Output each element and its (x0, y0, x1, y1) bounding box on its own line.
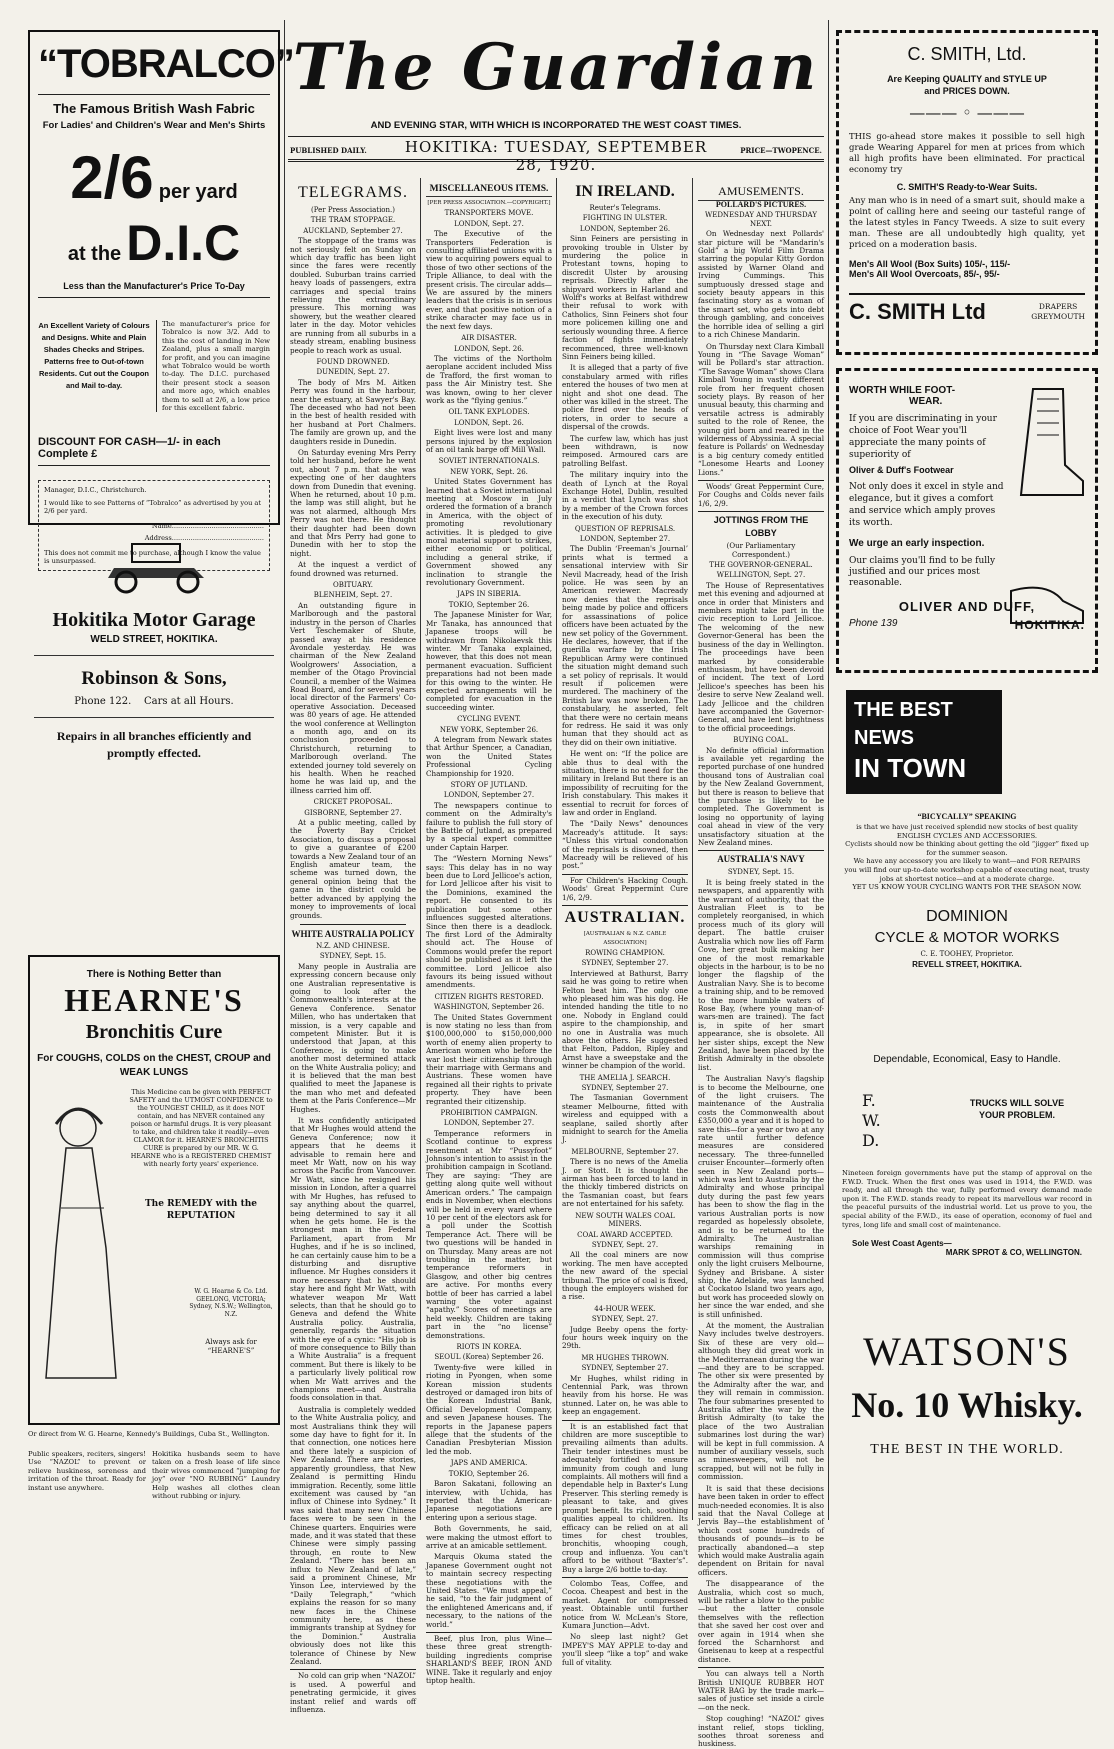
misc-item-heading: PROHIBITION CAMPAIGN. (440, 1109, 538, 1118)
nazol-col4-ad: Stop coughing! “NAZOL” gives instant relief, stops tickling, soothes throat soreness and huskiness. (698, 1714, 824, 1749)
misc-item-paragraph: The Japanese Minister for War, Mr Tanaka, has announced that Japanese troops will be withdrawn from Nikolaevsk this winter. Mr Tanaka explained, however, that this does not mean permanent evacuation. Sufficient preparations had not been made for this owing to the winter. He expected arrangements will be completed for evacuation in the succeeding winter. (426, 610, 552, 712)
tobralco-price: 2/6 (70, 144, 154, 211)
masthead-title: The Guardian (292, 30, 820, 105)
jottings-byline: (Our Parliamentary Correspondent.) (726, 542, 796, 559)
oliver-phone: Phone 139 (849, 618, 898, 629)
melbourne-paragraph: There is no news of the Amelia J. or Stott. It is thought the airman has been forced to land in the thickly timbered districts on the Tasmanian coast, but fears are not entertained for his safety. (562, 1157, 688, 1209)
obituary-paragraph: An outstanding figure in Marlborough and the pastoral industry in the person of Charles Vert Teschemaker of Shute, passed away at his residence Avondale yesterday. He was chairman of the New Zealand Woolgrowers' Association, a member of the Otago Provincial Council, a member of the Waimea Road Board, and for several years local director of the Farmers' Co-operative Association. Deceased was 80 years of age. He attended the wool conference at Wellington a month ago, and on its conclusion proceeded to Christchurch, returning to Marlborough overland. The extended journey told severely on his health. When he reached home he was laid up, and the illness carried him off. (290, 600, 416, 795)
navy-paragraph: It is being freely stated in the newspapers, and apparently with the warrant of authority, that the Australian Fleet is to be completely reorganised, in which process much of its glory will depart. The battle cruiser Australia which now lies off Farm Cove, her great bulk making her one of the most remarkable objects in the harbour, is to be no longer the flagship of the Australian Navy. She is to become a training ship, and to be removed to the more humble waters of Rose Bay, (where young man-of-wars-men are trained). The fact is, in spite of her smart appearance, she is obsolete. All her sister ships, except the New Zealand, have been placed by the British Admiralty in the obsolete list. (698, 877, 824, 1072)
pollards-when: WEDNESDAY AND THURSDAY NEXT. (705, 211, 817, 228)
fwd-trucks-ad (836, 1050, 1098, 1320)
misc-item-paragraph: United States Government has learned that a Soviet international meeting at Moscow in July ordered the formation of a branch in America, with the object of promoting revolutionary activities. It is pledged to give moral material support to strikes, either economic or political, including a general strike, if Government showed any inclination to strangle the revolutionary Government. (426, 477, 552, 588)
reprisals-paragraph: The Dublin ‘Freeman's Journal’ prints what is termed a sensational interview with Sir Nevil Macready, head of the Irish police. He was seen by an American reviewer. Macready now denies that the reprisals being made by police and officers for assassinations of police officers have been actuated by the new set policy of the Government. He declares, however, that if the guerilla warfare by the Irish Republican Army were continued the situation might demand such a set policy of reprisals. It would result if policemen were murdered. The machinery of the British law was now broken. The constabulary, he asserted, felt that there were no certain means for redress. He said it was only human that they should act as they did on their own initiative. (562, 544, 688, 747)
misc-item-heading: JAPS IN SIBERIA. (457, 590, 521, 599)
misc-item-heading: SOVIET INTERNATIONALS. (438, 457, 540, 466)
hearne-body: This Medicine can be given with PERFECT SAFETY and the UTMOST CONFIDENCE to the YOUNGEST CHILD, as it does NOT contain, and has NEVER contained any poison or harmful drugs. It is very pleasant to take, and children take it readily—even CLAMOR for it. HEARNE'S BRONCHITIS CURE is prepared by our MR. W. G. HEARNE who is a REGISTERED CHEMIST with nearly forty years' experience. (129, 1088, 273, 1168)
tobralco-less: Less than the Manufacturer's Price To-Day (38, 281, 270, 298)
baxters-ad: It is an established fact that children are more susceptible to prevailing ailments than adults. Their tender intestines must be adequately fortified to ensure immunity from cough and lung complaints. All mothers will find a dependable help in Baxter's Lung Preserver. This sterling remedy is pleasant to take, and gives prompt benefit. Its rich, soothing qualities appeal to children. Its efficacy can be relied on at all times for chest troubles, bronchitis, whooping cough, croup and influenza. You can't afford to be without “Baxter's”. Buy a large 2/6 bottle to-day. (562, 1421, 688, 1574)
misc-item-dateline: LONDON, September 27. (443, 791, 535, 800)
tobralco-discount: DISCOUNT FOR CASH—1/- in each Complete £ (38, 436, 270, 466)
melbourne-dateline: MELBOURNE, September 27. (571, 1147, 679, 1156)
tobralco-per-yard: per yard (158, 181, 238, 203)
smith-logo: C. SMITH Ltd (849, 299, 986, 324)
coupon-note: This does not commit me to purchase, although I know the value is unsurpassed. (44, 548, 261, 565)
motor-garage-ad (28, 530, 280, 930)
misc-item-dateline: TOKIO, September 26. (448, 600, 530, 609)
buying-coal-paragraph: No definite official information is available yet regarding the reported purchase of one hundred thousand tons of Australian coal by the New Zealand Government, but there is reason to believe that the purchase is likely to be completed. The Government is losing no opportunity of laying coal ahead in view of the very unsatisfactory situation at the New Zealand mines. (698, 745, 824, 848)
nazol-left-ad: Public speakers, reciters, singers! Use “NAZOL” to prevent or relieve huskiness, soreness and irritation of the throat. Ready for instant use anywhere. (28, 1450, 146, 1492)
misc-item-dateline: TOKIO, September 26. (448, 1469, 530, 1478)
watson-line-2: No. 10 Whisky. (851, 1385, 1083, 1425)
jottings-heading: JOTTINGS FROM THE LOBBY (713, 515, 809, 539)
navy-heading: AUSTRALIA'S NAVY (717, 854, 805, 865)
misc-item-paragraph: Twenty-five were killed in rioting in Pyongen, when some Korean mission students destroyed or damaged iron bits of the Korean Industrial Bank, Official Development Company, and seven Japanese houses. The reports in the Japanese papers allege that the students of the Canadian Presbyterian Mission led the mob. (426, 1362, 552, 1456)
smith-prices-2: Men's All Wool Overcoats, 85/-, 95/- (849, 269, 1000, 279)
impeys-ad: No sleep last night? Get IMPEY'S MAY APPLE to-day and you'll sleep “like a top” and wake full of vitality. (562, 1632, 688, 1667)
colombo-ad: Colombo Teas, Coffee, and Cocoa. Cheapest and best in the market. Agent for compressed yeast. Obtainable until further notice from W. McLean's Store, Kumara Junction—Advt. (562, 1578, 688, 1630)
drowned-heading: FOUND DROWNED. (316, 357, 390, 366)
ulster-paragraph: The curfew law, which has just been withdrawn, is now reimposed. Armoured cars are patrolling Belfast. (562, 433, 688, 468)
australian-heading: AUSTRALIAN. (564, 909, 686, 927)
watson-line-3: THE BEST IN THE WORLD. (870, 1442, 1064, 1457)
misc-item-paragraph: The “Western Morning News” says: This delay has in no way been due to Lord Jellicoe's action, for Lord Jellicoe after his visit to the Dominions, examined the report. He consented to its publication but some other influences suggested alterations. Since then there is a deadlock. The first Lord of the Admiralty should act. The House of Commons would prefer the report should be published as it left the committee. Lord Jellicoe also favours its being issued without amendments. (426, 854, 552, 990)
misc-item-paragraph: Baron Sakatani, following an interview, with Uchida, has reported that the American-Japanese negotiations are entering upon a serious stage. (426, 1479, 552, 1522)
oliver-urge: We urge an early inspection. (849, 538, 985, 549)
hour-week-paragraph: Judge Beeby opens the forty-four hours week inquiry on the 29th. (562, 1324, 688, 1351)
misc-item-paragraph: Marquis Okuma stated the Japanese Government ought not to maintain secrecy respecting these negotiations with the United States. “We must appeal,” he said, “to the fair judgment of the enlightened Americans and, if necessary, to the nations of the world.” (426, 1552, 552, 1629)
coupon-address-label: Address (144, 534, 172, 543)
reprisals-paragraph: The “Daily News” denounces Macready's attitude. It says: “Unless this virtual condonation of the reprisals is disowned, then Macready will be relieved of his post.” (562, 819, 688, 871)
misc-item-paragraph: The United States Government is now stating no less than from $100,000,000 to $150,000,000 worth of enemy alien property to American women who before the war lost their citizenship through their marriage with Germans and Austrians. These women have regained all their rights to private property. They have been regranted their citizenship. (426, 1012, 552, 1106)
cricket-dateline: GISBORNE, September 27. (304, 808, 402, 817)
peppermint-cure-ad-2: Woods' Great Peppermint Cure, For Coughs and Colds never fails 1/6, 2/9. (698, 482, 824, 508)
misc-item-heading: JAPS AND AMERICA. (450, 1459, 528, 1468)
hughes-heading: MR HUGHES THROWN. (581, 1353, 669, 1362)
cycle-speaking: “BICYCALLY” SPEAKING (917, 812, 1017, 821)
reprisals-heading: QUESTION OF REPRISALS. (574, 524, 676, 533)
garage-street: WELD STREET, HOKITIKA. (90, 634, 218, 645)
white-australia-paragraph: It was confidently anticipated that Mr Hughes would attend the Geneva Conference; now it appears that he deems it advisable to remain here and meet Mr Watt, now on his way across the Pacific from Vancouver. Mr Watt, since he resigned his mission in London, after a quarrel with Mr Hughes, has refused to say anything about the quarrel, being determined to say it all when he gets home. He is the strongest man in the Federal Parliament, apart from Mr Hughes, and if he is so inclined, he can certainly cause him to be a disturbing and disruptive influence. Mr Hughes considers it more necessary that he should stay here and fight Mr Watt, with whatever weapon Mr Watt selects, than that he should go to Geneva and defend the White Australia policy. Australia, generally, regards the situation with the eye of a cynic: “His job is of more consequence to Billy than a White Australia” is a frequent comment. But there is likely to be a particularly lively political row when Mr Watt arrives and the champions meet—and Australia foods consolation in that. (290, 1116, 416, 1403)
hearne-brand: HEARNE'S (64, 982, 244, 1018)
banner-line-1: THE BEST NEWS (854, 699, 953, 749)
misc-item-heading: CYCLING EVENT. (457, 715, 521, 724)
c-smith-ad: C. SMITH, Ltd. Are Keeping QUALITY and STYLE UP and PRICES DOWN. ——— ◦ ——— THIS go-ahead store makes it possible to sell high grade Wearing Apparel for men at prices from which all high profits have been eliminated. For practical economy try C. SMITH'S Ready-to-Wear Suits. Any man who is in need of a smart suit, should make a point of calling here and seeing our tasteful range of the latest styles in Fancy Tweeds. A size to suit every man. These are all undoubtedly high quality, yet priced on a moderation basis. Men's All Wool (Box Suits) 105/-, 115/- Men's All Wool Overcoats, 85/-, 95/- C. SMITH Ltd DRAPERS GREYMOUTH (836, 30, 1098, 355)
australian-byline: [AUSTRALIAN & N.Z. CABLE ASSOCIATION] (583, 931, 667, 946)
drowned-dateline: DUNEDIN, Sept. 27. (316, 368, 390, 377)
navy-dateline: SYDNEY, Sept. 15. (727, 868, 795, 877)
misc-item-paragraph: The victims of the Northolm aeroplane accident included Miss de Trafford, the first woman to pass the Air Ministry test. She was known, owing to her clever work as the “flying genius.” (426, 353, 552, 405)
tobralco-headline-2: For Ladies' and Children's Wear and Men's Shirts (42, 120, 266, 131)
banner-line-2: IN TOWN (854, 753, 967, 783)
garage-name: Hokitika Motor Garage (52, 609, 256, 631)
dateline: HOKITIKA: TUESDAY, SEPTEMBER 28, 1920. (404, 138, 708, 174)
cycle-line-3: We have any accessory you are likely to want—and FOR REPAIRS (853, 857, 1081, 866)
misc-item-paragraph: Both Governments, he said, were making the utmost effort to arrive at an amicable settlement. (426, 1524, 552, 1550)
navy-paragraph: It is said that these decisions have been taken in order to effect much-needed economies. It is also said that the Naval College at Jervis Bay—the establishment of which cost some hundreds of thousands of pounds—is to be practically abandoned—a step which would make Australia again dependent on Britain for naval officers. (698, 1483, 824, 1577)
cycle-line-4: you will find our up-to-date workshop capable of executing neat, trusty jobs at shortest notice—and at a moderate charge. (844, 865, 1090, 883)
oliver-body-3: Our claims you'll find to be fully justified and our prices most reasonable. (849, 556, 996, 588)
white-australia-paragraph: Australia is completely wedded to the White Australia policy, and most Australians think they will some day have to fight for it. In that connection, one notices here and there lately a suspicion of New Zealand. There are stories, apparently groundless, that New Zealand is permitting Hindu immigration. Recently, some little excitement was caused by “an influx of Chinese into Sydney.” It was said that many new Chinese faces were to be seen in the Chinese quarters. Enquiries were made, and it was stated that these Chinese were simply passing through, en route to New Zealand. “There has been an influx to New Zealand of late,” said a prominent Chinese, Mr Yinson Lee, interviewed by the “Daily Telegraph,” “which explains the reason for so many new faces in the Chinese community here, as these immigrants tranship at Sydney for the Dominion.” Australia obviously does not like this tolerance of Chinese by New Zealand. (290, 1404, 416, 1667)
oliver-body-2: Not only does it excel in style and elegance, but it gives a comfort and service which amply proves its worth. (849, 482, 1004, 528)
smith-drapers: DRAPERS (1038, 302, 1078, 311)
rowing-dateline: SYDNEY, September 27. (581, 959, 669, 968)
misc-item-heading: RIOTS IN KOREA. (456, 1343, 522, 1351)
hughes-paragraph: Mr Hughes, whilst riding in Centennial Park, was thrown heavily from his horse. He was stunned. Later on, he was able to keep an engagement. (562, 1373, 688, 1417)
tobralco-description: The manufacturer's price for Tobralco is now 3/2. Add to this the cost of landing in New Zealand, plus a small margin for profit, and you can imagine what Tobralco would be worth to-day. The D.I.C. purchased their present stock a season and more ago, which enables them to sell at 2/6, a low price for this excellent fabric. (156, 320, 270, 412)
misc-item-dateline: LONDON, Sept. 26. (454, 418, 524, 427)
hearne-intro: There is Nothing Better than (86, 969, 222, 980)
coal-award-sub: COAL AWARD ACCEPTED. (577, 1230, 673, 1239)
white-australia-heading: WHITE AUSTRALIA POLICY (291, 928, 415, 939)
rowing-heading: ROWING CHAMPION. (585, 948, 665, 957)
obituary-dateline: BLENHEIM, Sept. 27. (313, 591, 393, 600)
pollards-paragraph: On Thursday next Clara Kimball Young in “The Savage Woman” will be Pollard's star attraction. “The Savage Woman” shows Clara Kimball Young in vastly different role from her frequent chosen society plays. By reason of her unusual beauty, this charming and versatile actress is admirably suited to the role of Renee, the young girl born and reared in the wilderness of Abyssinia. A special feature is Pollards' on Wednesday is a big century comedy entitled “Lonesome Hearts and Looney Lions.” (698, 341, 824, 477)
fwd-tagline: Dependable, Economical, Easy to Handle. (873, 1054, 1061, 1065)
cycle-line-5: YET US KNOW YOUR CYCLING WANTS FOR THE SEASON NOW. (852, 883, 1082, 892)
misc-heading: MISCELLANEOUS ITEMS. (426, 182, 552, 197)
oliver-body: If you are discriminating in your choice of Foot Wear you'll appreciate the many points of superiority of (849, 414, 997, 460)
misc-item-heading: AIR DISASTER. (461, 334, 517, 343)
hour-week-dateline: SYDNEY, Sept. 27. (591, 1315, 659, 1324)
ulster-dateline: LONDON, September 26. (579, 224, 671, 233)
ireland-byline: Reuter's Telegrams. (589, 204, 661, 212)
amusements-heading: AMUSEMENTS. (698, 182, 824, 201)
misc-item-paragraph: Eight lives were lost and many persons injured by the explosion of an oil tank barge off Mill Wall. (426, 428, 552, 454)
misc-item-dateline: NEW YORK, September 26. (439, 725, 539, 734)
buying-coal-heading: BUYING COAL. (733, 736, 789, 745)
tram-dateline: AUCKLAND, September 27. (303, 226, 403, 235)
smith-tag-1: Are Keeping QUALITY and STYLE UP (887, 74, 1047, 84)
governor-heading: THE GOVERNOR-GENERAL. (709, 561, 813, 570)
reprisals-dateline: LONDON, September 27. (579, 535, 671, 544)
garage-repairs: Repairs in all branches efficiently and promptly effected. (56, 729, 252, 760)
smith-body: THIS go-ahead store makes it possible to sell high grade Wearing Apparel for men at prices from which all high profits have been eliminated. For practical economy try (849, 132, 1085, 175)
misc-item-paragraph: The Executive of the Transporters Federation is consulting affiliated unions with a view to acquiring powers equal to those of two other sections of the Triple Alliance, to deal with the present crisis. The circular adds—We are assured by the miners leaders that the crisis is in serious ever, and that positive notion of a strike character may face us in the next few days. (426, 229, 552, 331)
drowned-paragraph: The body of Mrs M. Aitken Perry was found in the harbour, near the estuary, at Sawyer's Bay. The deceased who had not been in the best of health resided with her husband at Port Chalmers. The family are grown up, and the daughters reside in Dunedin. (290, 377, 416, 446)
oliver-town: HOKITIKA. (1014, 618, 1085, 632)
hughes-dateline: SYDNEY, September 27. (581, 1364, 669, 1373)
hot-water-bag-ad: You can always tell a North British UNIQUE RUBBER HOT WATER BAG by the trade mark—sales of justice set inside a circle—on the neck. (698, 1669, 824, 1712)
tram-paragraph: The stoppage of the trams was not seriously felt on Sunday on which day traffic has been light since the fares were recently doubled. Suburban trains carried heavy loads of passengers, extra carriages and special trains relieving the extraordinary pressure. This morning was showery, but the weather cleared later in the day. Motor vehicles are running from all suburbs in a steady stream, enabling business people to reach work as usual. (290, 236, 416, 355)
best-news-banner (846, 690, 1002, 794)
misc-item-dateline: WASHINGTON, September 26. (433, 1003, 545, 1012)
smith-town: GREYMOUTH (1031, 312, 1085, 321)
coupon-request: I would like to see Patterns of “Tobralco” as advertised by you at 2/6 per yard. (44, 498, 261, 516)
garage-owners: Robinson & Sons, (81, 668, 227, 689)
watsons-whisky-ad (836, 1320, 1098, 1510)
tobralco-at: at the (67, 243, 122, 265)
tram-heading: THE TRAM STOPPAGE. (310, 216, 396, 225)
coal-miners-heading: NEW SOUTH WALES COAL MINERS. (575, 1211, 675, 1229)
obituary-heading: OBITUARY. (332, 581, 374, 590)
cycle-line-1: is that we have just received splendid new stocks of best quality ENGLISH CYCLES AND ACCESSORIES. (856, 823, 1078, 840)
amelia-paragraph: The Tasmanian Government steamer Melbourne, fitted with wireless and equipped with a seaplane, sailed shortly after midnight to search for the Amelia J. (562, 1093, 688, 1145)
shoe-illustration (1007, 571, 1087, 631)
column-telegrams (290, 182, 416, 1715)
coupon-name-label: Name (151, 521, 172, 530)
amelia-dateline: SYDNEY, September 27. (581, 1084, 669, 1092)
smith-ready-to-wear: C. SMITH'S Ready-to-Wear Suits. (896, 182, 1038, 192)
white-australia-sub: N.Z. AND CHINESE. (316, 941, 390, 950)
governor-dateline: WELLINGTON, Sept. 27. (716, 571, 806, 580)
drowned-paragraph: At the inquest a verdict of found drowned was returned. (290, 560, 416, 578)
misc-item-dateline: LONDON, Sept. 27. (454, 219, 524, 228)
fwd-letter-d: D. (862, 1131, 880, 1150)
misc-item-heading: CITIZEN RIGHTS RESTORED. (434, 992, 544, 1001)
coupon-addressee: Manager, D.I.C., Christchurch. (44, 486, 147, 495)
telegrams-heading: TELEGRAMS. (298, 184, 408, 201)
cycle-name-2: CYCLE & MOTOR WORKS (874, 928, 1060, 946)
navy-paragraph: At the moment, the Australian Navy includes twelve destroyers. Six of these are very old—although they did great work in the Mediterranean during the war—and they are to be scrapped. The other six were presented by the Admiralty after the war, and they will remain in commission. The four submarines presented to Australia after the war by the British Admiralty (to take the place of the two Australian submarines lost during the war) will be kept in full commission. A number of auxiliary vessels, such as minesweepers, will not be scrapped, but will not be fully in commission. (698, 1320, 824, 1482)
misc-item-paragraph: A telegram from Newark states that Arthur Spencer, a Canadian, won the United States Professional Cycling Championship for 1920. (426, 734, 552, 778)
cricket-paragraph: At a public meeting, called by the Poverty Bay Cricket Association, to discuss a proposal to give a guarantee of £200 towards a New Zealand tour of an English amateur team, the scheme was turned down, the general opinion being that the game in the district could be better advanced by applying the money to improvements of local grounds. (290, 818, 416, 920)
smith-tag-2: and PRICES DOWN. (924, 86, 1010, 96)
ulster-heading: FIGHTING IN ULSTER. (582, 214, 668, 223)
navy-paragraph: The Australian Navy's flagship is to become the Melbourne, one of the light cruisers. The maintenance of the Australia costs the Commonwealth about £350,000 a year and it is hoped to save this—for a year or two at any rate until further defence measures are considered necessary. The three-funnelled cruiser Encounter—formerly often seen in New Zealand ports—which was lent to Australia by the Admiralty and whose principal duty during the past few years has been to show the flag in the various Australian ports is now regarded as hopelessly obsolete, and is to be returned to the Admiralty. The Australian warships remaining in commission will thus comprise only the light cruisers Melbourne, Sydney and Brisbane. A sister ship, the Adelaide, was launched at Cockatoo Island two years ago, but work has proceeded slowly on her since the war ended, and she is still unfinished. (698, 1074, 824, 1319)
column-miscellaneous (426, 182, 552, 1686)
watson-line-1: WATSON'S (863, 1329, 1071, 1374)
tobralco-coupon: Manager, D.I.C., Christchurch. I would like to see Patterns of “Tobralco” as advertised by you at 2/6 per yard. Name............................................ Address............................................ This does not commit me to purchase, although I know the value is unsurpassed. (38, 480, 270, 571)
tobralco-headline-1: The Famous British Wash Fabric (53, 101, 255, 116)
drowned-paragraph: On Saturday evening Mrs Perry told her husband, before he went out, about 7 p.m. that she was expecting one of her daughters down from Dunedin that evening. When he returned, about 10 p.m. the lamp was still alight, but he was not alarmed, although Mrs Perry was not there. He thought their daughter had been down and that Mrs Perry had gone to Dunedin with her to stop the night. (290, 447, 416, 558)
telegrams-byline: (Per Press Association.) (311, 206, 395, 214)
fwd-agent-name: MARK SPROT & CO, WELLINGTON. (945, 1248, 1082, 1258)
oliver-head-1: WORTH WHILE FOOT- (849, 385, 956, 396)
hearne-address: W. G. Hearne & Co. Ltd. GEELONG, VICTORIA; Sydney, N.S.W.; Wellington, N.Z. (189, 1288, 273, 1318)
pollards-heading: POLLARD'S PICTURES. (715, 200, 807, 209)
amelia-heading: THE AMELIA J. SEARCH. (579, 1073, 671, 1082)
fwd-agents: Sole West Coast Agents— (852, 1239, 952, 1249)
woman-illustration (36, 1088, 126, 1388)
oliver-brand: Oliver & Duff's Footwear (849, 465, 954, 475)
tobralco-ad (28, 30, 294, 565)
smith-name: C. SMITH, Ltd. (907, 44, 1027, 64)
hearnes-ad (28, 955, 280, 1425)
masthead-subtitle: AND EVENING STAR, WITH WHICH IS INCORPORATED THE WEST COAST TIMES. (288, 120, 824, 137)
misc-item-paragraph: Temperance reformers in Scotland continue to express resentment at Mr “Pussyfoot” Johnson's intention to assist in the prohibition campaign in Scotland. They are saying: “They are getting along quite well without American orders.” The campaign ends in November, when elections will be held in every ward where 10 per cent of the electors ask for a poll under the Scottish Temperance Act. There will be two questions will be handed in on Thursday. Many areas are not troubling in the matter, but temperance reformers in Glasgow, and other big centres are active. For months every bottle of beer has carried a label warning the voter against “apathy.” Scores of meetings are held weekly. Children are taking part in the “no license” demonstrations. (426, 1128, 552, 1340)
published-label: PUBLISHED DAILY. (290, 146, 367, 155)
oliver-duff-ad (836, 368, 1098, 673)
dominion-cycle-ad (836, 686, 1098, 1026)
fwd-trucks: TRUCKS WILL SOLVE YOUR PROBLEM. (969, 1098, 1065, 1120)
fwd-letter-f: F. (862, 1091, 876, 1110)
tobralco-brand: “TOBRALCO” (38, 42, 294, 86)
masthead (288, 18, 824, 178)
cycle-street: REVELL STREET, HOKITIKA. (912, 959, 1022, 969)
pollards-paragraph: On Wednesday next Pollards' star picture will be “Mandarin's Gold” a big World Film Drama starring the popular Kitty Gordon assisted by Warner Oland and Irving Cummings. This sumptuously dressed stage and society beauty appears in this fascinating story as a woman of the smart set, who gets into debt through gambling, and conceives the horrible idea of selling a girl to a rich Chinese Mandarin. (698, 229, 824, 340)
governor-paragraph: The House of Representatives met this evening and adjourned at once in order that Ministers and members might take part in the civic reception to Lord Jellicoe. The welcoming of the new Governor-General has been the business of the day in Wellington. The proceedings have been marked by considerable enthusiasm, but have been devoid of incident. The text of Lord Jellicoe's speeches has been his desire to serve New Zealand well. Lady Jellicoe and the children have accompanied the Governor-General, and have lent brightness to the official proceedings. (698, 580, 824, 733)
oliver-name: OLIVER AND DUFF, (898, 599, 1036, 614)
white-australia-paragraph: Many people in Australia are expressing concern because only one Australian representative is going to look after the Commonwealth's interests at the Geneva Conference. Senator Millen, who has undertaken that mission, is a very capable and competent Minister. But it is understood that Japan, at this Conference, is going to make another most determined attack on the White Australia policy; and it is believed that the man best qualified to meet the Japanese is the man who met and defeated them at the Paris Conference—Mr Hughes. (290, 961, 416, 1114)
misc-item-heading: STORY OF JUTLAND. (450, 781, 528, 789)
misc-item-heading: TRANSPORTERS MOVE. (444, 209, 534, 218)
reprisals-paragraph: He went on: “If the police are able thus to deal with the situation, there is no need for the military in Ireland But there is an impossibility of recruiting for the Irish constabulary. This makes it essential to recruit for forces of law and order in England. (562, 749, 688, 818)
misc-item-paragraph: The newspapers continue to comment on the Admiralty's failure to publish the full story of the Battle of Jutland, as prepared by a special expert committee under Captain Harper. (426, 800, 552, 852)
cricket-heading: CRICKET PROPOSAL. (313, 798, 393, 807)
boot-illustration (1013, 385, 1085, 505)
column-amusements (698, 182, 824, 1749)
hearne-product: Bronchitis Cure (85, 1021, 223, 1043)
misc-item-dateline: LONDON, Sept. 26. (454, 344, 524, 353)
smith-body-2: Any man who is in need of a smart suit, should make a point of calling here and seeing our tasteful range of the latest styles in Fancy Tweeds. A size to suit every man. These are all undoubtedly high quality, yet priced on a moderation basis. (849, 196, 1085, 250)
misc-item-dateline: SEOUL (Korea) September 26. (434, 1353, 544, 1362)
fwd-body: Nineteen foreign governments have put the stamp of approval on the F.W.D. Truck. When the first ones was used in 1914, the F.W.D. was ready, and all through the war, fully performed every demand made upon it. The F.W.D. stands ready to repeat its marvellous war record in the peaceful pursuits of the industrial world. Let us prove to you, the special ability of the F.W.D., its ease of operation, economy of fuel and tyres, long life and small cost of maintenance. (842, 1169, 1092, 1229)
misc-byline: [PER PRESS ASSOCIATION.—COPYRIGHT.] (427, 200, 551, 206)
norubbing-ad: Hokitika husbands seem to have taken on a fresh lease of life since their wives commenced “jumping for joy” over “NO RUBBING” Laundry Help washes all clothes clean without rubbing or injury. (152, 1450, 280, 1501)
garage-cars: Cars at all Hours. (144, 696, 234, 707)
tobralco-store: D.I.C (126, 215, 241, 271)
navy-paragraph: The disappearance of the Australia, which cost so much, will be rather a blow to the public—but the latter console themselves with the reflection that she saved her cost over and over again in 1914 when she forced the Scharnhorst and Gneisenau to keep at a respectful distance. (698, 1579, 824, 1664)
misc-item-dateline: NEW YORK, Sept. 26. (450, 467, 528, 476)
cycle-line-2: Cyclists should now be thinking about getting the old “jigger” fixed up for the summer season. (845, 840, 1089, 857)
hour-week-heading: 44-HOUR WEEK. (594, 1304, 656, 1313)
cycle-name-1: DOMINION (926, 907, 1008, 925)
white-australia-dateline: SYDNEY, Sept. 15. (319, 952, 387, 961)
fwd-letter-w: W. (862, 1111, 881, 1130)
tobralco-features: An Excellent Variety of Colours and Designs. White and Plain Shades Checks and Stripes. Patterns free to Out-of-town Residents. Cut out the Coupon and Mail to-day. (38, 321, 150, 390)
ulster-paragraph: The military inquiry into the death of Lynch at the Royal Exchange Hotel, Dublin, resulted in a verdict that Lynch was shot by a member of the Crown forces in the execution of his duty. (562, 470, 688, 522)
ulster-paragraph: It is alleged that a party of five constabulary armed with rifles entered the houses of two men at night and shot one dead. The other was killed in the street. The police fired over the heads of rioters, in order to secure a dispersal of the crowds. (562, 363, 688, 432)
column-ireland (562, 182, 688, 1667)
nazol-col1-ad: No cold can grip when “NAZOL” is used. A powerful and penetrating germicide, it gives instant relief and wards off influenza. (290, 1671, 416, 1715)
coal-paragraph: All the coal miners are now working. The men have accepted the new award of the special tribunal. The price of coal is fixed, though the employers wished for a rise. (562, 1250, 688, 1302)
ireland-heading: IN IRELAND. (575, 183, 675, 200)
hearne-ask: Always ask for “HEARNE'S” (205, 1338, 257, 1355)
ulster-paragraph: Sinn Feiners are persisting in provoking trouble in Ulster by murdering the police in Protestant towns, hoping to discredit Ulster by arousing reprisals. Directly after the shipyard workers in Harland and Wolff's works at Belfast withdrew their refusal to work with Catholics, Sinn Feiners shot four more policemen killing one and seriously wounding three. A fierce faction of fights immediately recommenced, three well-known Sinn Feiners being killed. (562, 234, 688, 361)
hearne-for: For COUGHS, COLDS on the CHEST, CROUP and WEAK LUNGS (37, 1053, 271, 1078)
garage-phone: Phone 122. (74, 696, 132, 707)
smith-prices-1: Men's All Wool (Box Suits) 105/-, 115/- (849, 259, 1011, 269)
coal-dateline: SYDNEY, Sept. 27. (591, 1240, 659, 1249)
hearne-remedy: The REMEDY with the REPUTATION (144, 1199, 258, 1221)
cycle-proprietor: C. E. TOOHEY, Proprietor. (920, 949, 1014, 958)
hearne-direct: Or direct from W. G. Hearne, Kennedy's Buildings, Cuba St., Wellington. (28, 1430, 270, 1438)
beef-iron-wine-ad: Beef, plus Iron, plus Wine—these three great strength-building ingredients comprise SHARLAND'S BEEF, IRON AND WINE. Take it regularly and enjoy tiptop health. (426, 1634, 552, 1686)
rowing-paragraph: Interviewed at Bathurst, Barry said he was going to retire when Felton beat him. The only one who pleased him was his dog. He intended handing the title to no one. Nobody in England could aspire to the championship, and no one in Australia was much above the others. He suggested that Felton, Paddon, Ripley and Arnst have a sweepstake and the winner be champion of the world. (562, 968, 688, 1071)
oliver-head-2: WEAR. (909, 396, 943, 407)
misc-item-heading: OIL TANK EXPLODES. (448, 408, 530, 417)
misc-item-dateline: LONDON, September 27. (443, 1119, 535, 1128)
peppermint-cure-ad: For Children's Hacking Cough. Woods' Great Peppermint Cure 1/6, 2/9. (562, 875, 688, 902)
price-label: PRICE—TWOPENCE. (740, 146, 822, 155)
motor-car-illustration (104, 534, 214, 594)
